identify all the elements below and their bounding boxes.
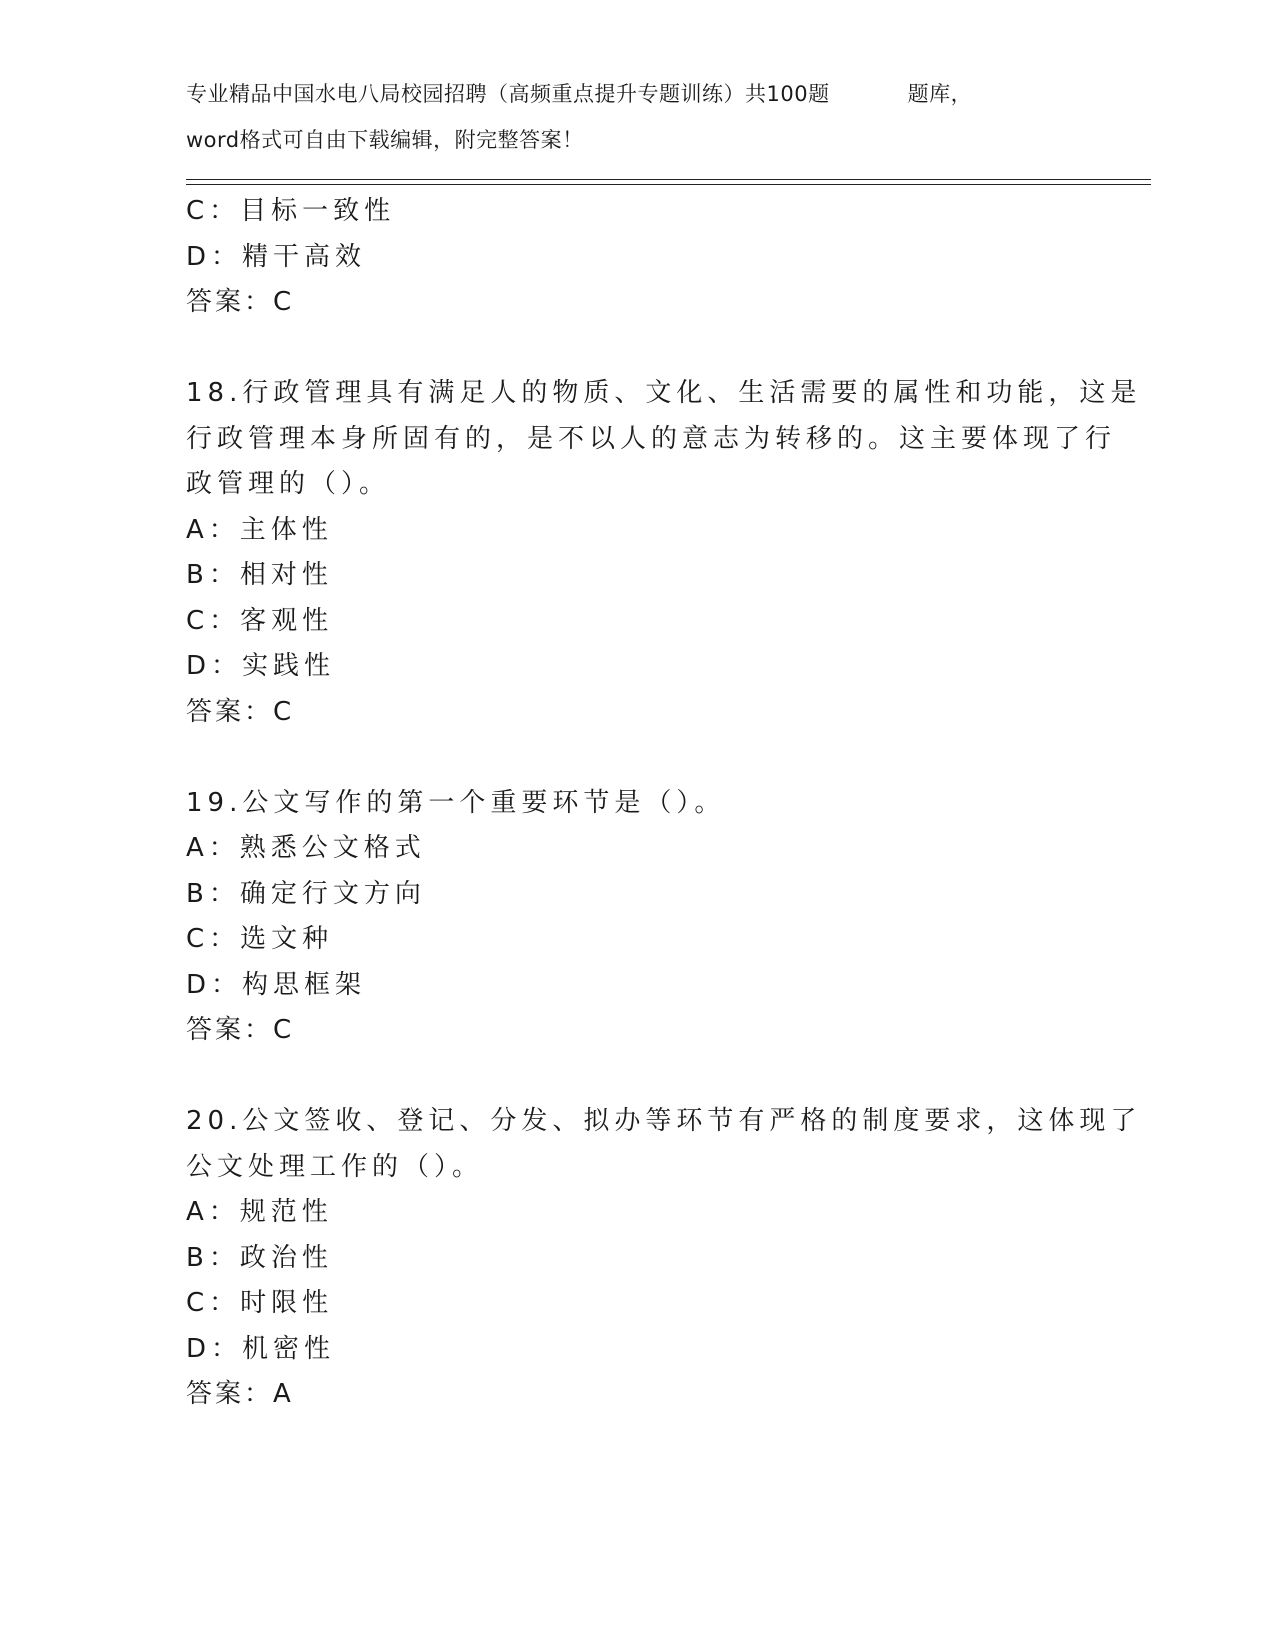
option-item: B：政治性 — [186, 1242, 333, 1273]
answer-line: 答案：C — [186, 287, 295, 317]
option-item: D：机密性 — [186, 1333, 336, 1364]
option-item: B：确定行文方向 — [186, 878, 426, 909]
header-line-2: word格式可自由下载编辑，附完整答案！ — [186, 127, 584, 152]
question-block-17-partial — [186, 189, 1086, 326]
option-item: B：相对性 — [186, 560, 333, 590]
option-item: D：精干高效 — [186, 241, 367, 272]
option-item: A：熟悉公文格式 — [186, 833, 426, 863]
option-item: C：时限性 — [186, 1288, 334, 1318]
option-item: C：目标一致性 — [186, 196, 396, 226]
header-title: 专业精品中国水电八局校园招聘（高频重点提升专题训练）共100题 — [186, 82, 830, 106]
question-text: 20.公文签收、登记、分发、拟办等环节有严格的制度要求，这体现了 — [186, 1106, 1142, 1136]
option-item: D：构思框架 — [186, 969, 367, 1000]
option-item: D：实践性 — [186, 651, 336, 681]
header-divider-bottom — [186, 184, 1151, 185]
question-list — [186, 189, 1142, 1418]
question-text: 政管理的（）。 — [186, 469, 391, 499]
question-block-20 — [186, 1099, 1142, 1418]
answer-line: 答案：C — [186, 696, 295, 727]
question-block-18 — [186, 371, 1142, 735]
option-item: C：选文种 — [186, 924, 334, 954]
header-divider-top — [186, 179, 1151, 180]
document-header — [186, 72, 1076, 163]
answer-line: 答案：A — [186, 1379, 294, 1409]
answer-line: 答案：C — [186, 1015, 295, 1045]
question-block-19 — [186, 781, 1086, 1054]
option-item: A：主体性 — [186, 514, 333, 545]
question-text: 18.行政管理具有满足人的物质、文化、生活需要的属性和功能，这是 — [186, 378, 1142, 408]
header-title-suffix: 题库， — [907, 82, 973, 106]
header-line-1 — [186, 72, 1076, 118]
option-item: C：客观性 — [186, 605, 334, 636]
question-text: 行政管理本身所固有的，是不以人的意志为转移的。这主要体现了行 — [186, 423, 1117, 454]
option-item: A：规范性 — [186, 1197, 333, 1227]
question-text: 公文处理工作的（）。 — [186, 1151, 484, 1182]
question-text: 19.公文写作的第一个重要环节是（）。 — [186, 787, 726, 818]
